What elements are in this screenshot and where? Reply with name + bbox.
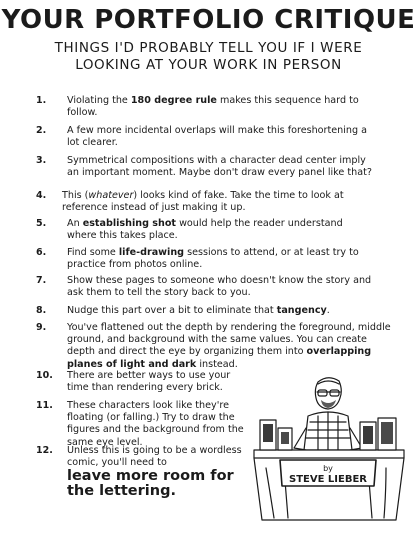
text-span: sessions to attend, or at least try to practice from photos online. xyxy=(67,247,359,271)
page-title: YOUR PORTFOLIO CRITIQUE xyxy=(1,5,416,35)
text-span: Unless this is going to be a wordless comic, you'll need to xyxy=(67,445,242,469)
item-number: 8. xyxy=(36,305,47,316)
item-number: 12. xyxy=(36,445,53,456)
sign-by: by xyxy=(323,464,333,473)
text-span: An xyxy=(67,218,83,229)
item-number: 9. xyxy=(36,322,47,333)
text-span: These characters look like they're floating (or falling.) Try to draw the figures and the background from the same eye level. xyxy=(67,400,244,448)
item-text xyxy=(67,125,372,149)
emphasis-bold-text: overlapping planes of light and dark xyxy=(67,346,372,370)
emphasis-bold-text: 180 degree rule xyxy=(130,95,217,106)
cartoonist-drawing xyxy=(248,372,410,532)
subtitle-line-1: THINGS I'D PROBABLY TELL YOU IF I WERE xyxy=(54,40,363,56)
subtitle-line-2: LOOKING AT YOUR WORK IN PERSON xyxy=(75,57,342,73)
item-text xyxy=(67,218,367,242)
text-span: This ( xyxy=(62,190,89,201)
item-number: 3. xyxy=(36,155,47,166)
item-text xyxy=(62,190,362,214)
page-subtitle xyxy=(20,40,397,74)
text-span: Show these pages to someone who doesn't know the story and ask them to tell the story back to you. xyxy=(67,275,372,299)
text-span: ) looks kind of fake. Take the time to look at reference instead of just making it up. xyxy=(62,190,344,214)
item-number: 7. xyxy=(36,275,47,286)
item-text xyxy=(67,445,242,499)
text-span: would help the reader understand where this takes place. xyxy=(67,218,343,242)
item-number: 2. xyxy=(36,125,47,136)
item-text xyxy=(67,400,257,449)
text-span: instead. xyxy=(196,358,238,370)
emphasis-italic-text: whatever xyxy=(88,190,134,201)
item-number: 5. xyxy=(36,218,47,229)
emphasis-large-text: leave more room for the lettering. xyxy=(67,468,234,500)
text-span: Nudge this part over a bit to eliminate that xyxy=(67,305,277,316)
item-number: 4. xyxy=(36,190,47,201)
item-text xyxy=(67,322,392,371)
item-text xyxy=(67,275,387,299)
item-text xyxy=(67,305,397,317)
emphasis-bold-text: life-drawing xyxy=(118,247,185,258)
emphasis-bold-text: tangency xyxy=(276,305,327,316)
item-text xyxy=(67,247,372,271)
text-span: You've flattened out the depth by rendering the foreground, middle ground, and background with the same values. You can create depth and direct the eye by organizing them into xyxy=(67,322,391,358)
item-number: 6. xyxy=(36,247,47,258)
item-number: 1. xyxy=(36,95,47,106)
item-text xyxy=(67,370,247,394)
item-number: 11. xyxy=(36,400,53,411)
text-span: . xyxy=(326,305,330,316)
text-span: Find some xyxy=(67,247,119,258)
emphasis-bold-text: establishing shot xyxy=(82,218,177,229)
item-text xyxy=(67,95,367,119)
sign-artist-name: STEVE LIEBER xyxy=(289,474,367,485)
artist-at-table-illustration xyxy=(248,372,410,532)
text-span: makes this sequence hard to follow. xyxy=(67,95,359,119)
text-span: Symmetrical compositions with a character dead center imply an important moment. Maybe don't draw every panel like that? xyxy=(67,155,372,179)
text-span: Violating the xyxy=(67,95,131,106)
text-span: A few more incidental overlaps will make this foreshortening a lot clearer. xyxy=(67,125,368,149)
item-text xyxy=(67,155,377,179)
text-span: There are better ways to use your time than rendering every brick. xyxy=(67,370,231,394)
item-number: 10. xyxy=(36,370,53,381)
